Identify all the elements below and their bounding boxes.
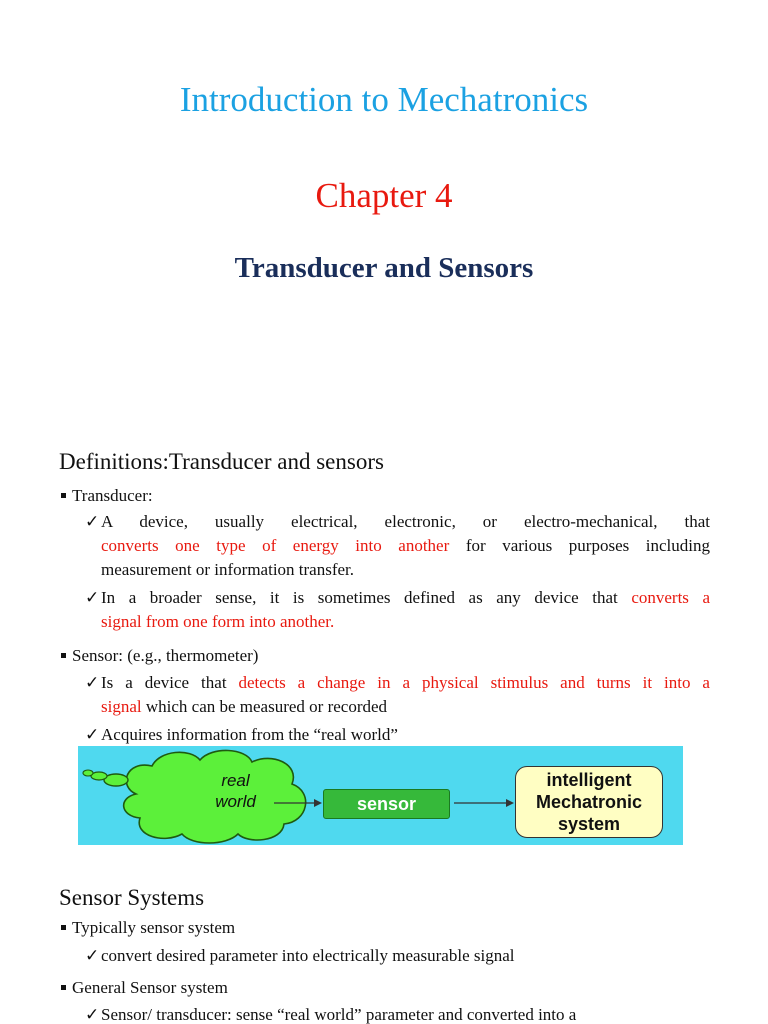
sensor-systems-heading: Sensor Systems [59,885,205,910]
checkmark-icon: ✓ [85,946,100,965]
general-sensor-item: ✓ Sensor/ transducer: sense “real world” parameter and converted into a [85,1003,710,1024]
sensor-flow-diagram [78,746,683,845]
highlight-text: signal from one form into another. [101,612,335,631]
square-bullet-icon [61,653,66,658]
sensor-realworld-item: ✓ Acquires information from the “real world” [85,723,710,747]
typical-sensor-bullet: Typically sensor system [61,916,235,940]
highlight-text: signal [101,697,142,716]
sensor-label: Sensor: (e.g., thermometer) [72,646,259,665]
square-bullet-icon [61,985,66,990]
general-sensor-bullet: General Sensor system [61,976,228,1000]
sensor-definition-item: ✓ Is a device that detects a change in a physical stimulus and turns it into a signal which can be measured or recorded [85,673,710,716]
checkmark-icon: ✓ [85,673,100,692]
real-world-label: real world [215,771,256,811]
checkmark-icon: ✓ [85,725,100,744]
mechatronic-system-box: intelligent Mechatronic system [515,766,663,838]
sensor-box: sensor [323,789,450,819]
arrow-right-icon [454,799,514,807]
checkmark-icon: ✓ [85,1005,100,1024]
chapter-subtitle: Transducer and Sensors [234,252,534,284]
checkmark-icon: ✓ [85,588,100,607]
highlight-text: converts one type of energy into another [101,536,450,555]
checkmark-icon: ✓ [85,512,100,531]
sensor-bullet [61,644,258,668]
typical-sensor-item: ✓ convert desired parameter into electrically measurable signal [85,944,710,968]
highlight-text: converts a [631,588,710,607]
highlight-text: detects a change in a physical stimulus and turns it into a [238,673,710,692]
transducer-bullet [61,484,153,508]
square-bullet-icon [61,493,66,498]
transducer-broader-item: ✓ In a broader sense, it is sometimes defined as any device that converts a signal from one form into another. [85,586,710,634]
square-bullet-icon [61,925,66,930]
transducer-definition-item: ✓ A device, usually electrical, electronic, or electro-mechanical, that converts one type of energy into another for various purposes including measurement or information transfer. [85,512,710,579]
transducer-label: Transducer: [72,486,153,505]
chapter-title: Chapter 4 [315,176,453,215]
page-title: Introduction to Mechatronics [179,80,589,119]
definitions-heading: Definitions:Transducer and sensors [59,449,384,474]
